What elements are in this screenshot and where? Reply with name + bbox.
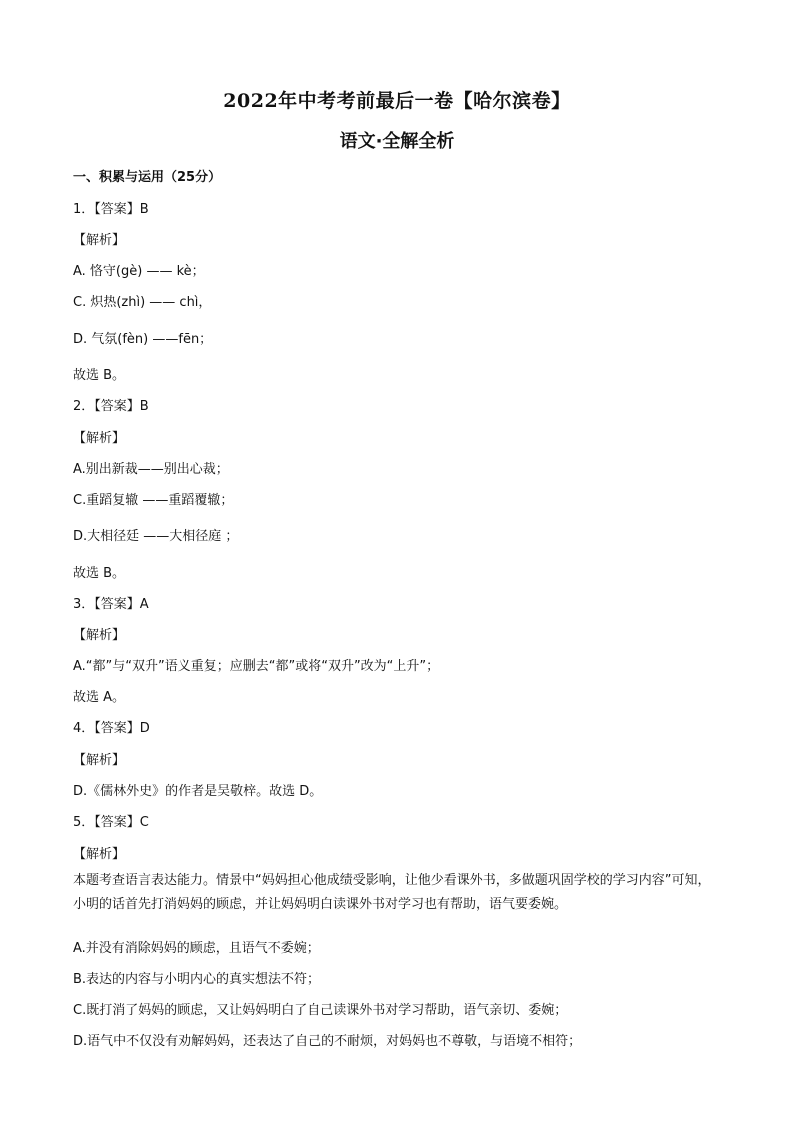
q2-option-a: A.别出新裁——别出心裁； bbox=[73, 462, 229, 477]
q5-intro-paragraph: 本题考查语言表达能力。情景中“妈妈担心他成绩受影响，让他少看课外书，多做题巩固学校的学习内容”可知，小明的话首先打消妈妈的顾虑，并让妈妈明白读课外书对学习也有帮助，语气要委婉。 bbox=[73, 873, 711, 912]
q5-option-c: C.既打消了妈妈的顾虑，又让妈妈明白了自己读课外书对学习帮助，语气亲切、委婉； bbox=[73, 1003, 568, 1018]
q3-analysis-label: 【解析】 bbox=[73, 628, 126, 643]
q1-option-a: A. 恪守(gè) —— kè； bbox=[73, 264, 205, 279]
q2-conclusion: 故选 B。 bbox=[73, 566, 126, 581]
q4-answer: 4．【答案】D bbox=[73, 721, 150, 736]
q2-option-c: C.重蹈复辙 ——重蹈覆辙； bbox=[73, 493, 234, 508]
q5-option-a: A.并没有消除妈妈的顾虑，且语气不委婉； bbox=[73, 941, 320, 956]
q1-analysis-label: 【解析】 bbox=[73, 233, 126, 248]
page-title: 2022年中考考前最后一卷【哈尔滨卷】 bbox=[223, 90, 571, 112]
q3-conclusion: 故选 A。 bbox=[73, 690, 126, 705]
page-subtitle: 语文·全解全析 bbox=[339, 131, 455, 152]
q2-answer: 2．【答案】B bbox=[73, 399, 149, 414]
q1-conclusion: 故选 B。 bbox=[73, 368, 126, 383]
q2-analysis-label: 【解析】 bbox=[73, 431, 126, 446]
q5-option-b: B.表达的内容与小明内心的真实想法不符； bbox=[73, 972, 321, 987]
q3-option-a: A.“都”与“双升”语义重复；应删去“都”或将“双升”改为“上升”； bbox=[73, 659, 440, 674]
q4-analysis-label: 【解析】 bbox=[73, 753, 126, 768]
q1-option-c: C. 炽热(zhì) —— chì， bbox=[73, 295, 212, 310]
q5-analysis-label: 【解析】 bbox=[73, 847, 126, 862]
q4-option-d: D.《儒林外史》的作者是吴敬梓。故选 D。 bbox=[73, 784, 323, 799]
q2-option-d: D.大相径廷 ——大相径庭 ； bbox=[73, 529, 239, 544]
q5-answer: 5．【答案】C bbox=[73, 815, 149, 830]
section-heading: 一、积累与运用（25分） bbox=[73, 170, 222, 185]
q1-option-d: D. 气氛(fèn) ——fēn； bbox=[73, 332, 213, 347]
q5-option-d: D.语气中不仅没有劝解妈妈，还表达了自己的不耐烦，对妈妈也不尊敬，与语境不相符； bbox=[73, 1034, 582, 1049]
q3-answer: 3．【答案】A bbox=[73, 597, 149, 612]
q1-answer: 1．【答案】B bbox=[73, 202, 149, 217]
